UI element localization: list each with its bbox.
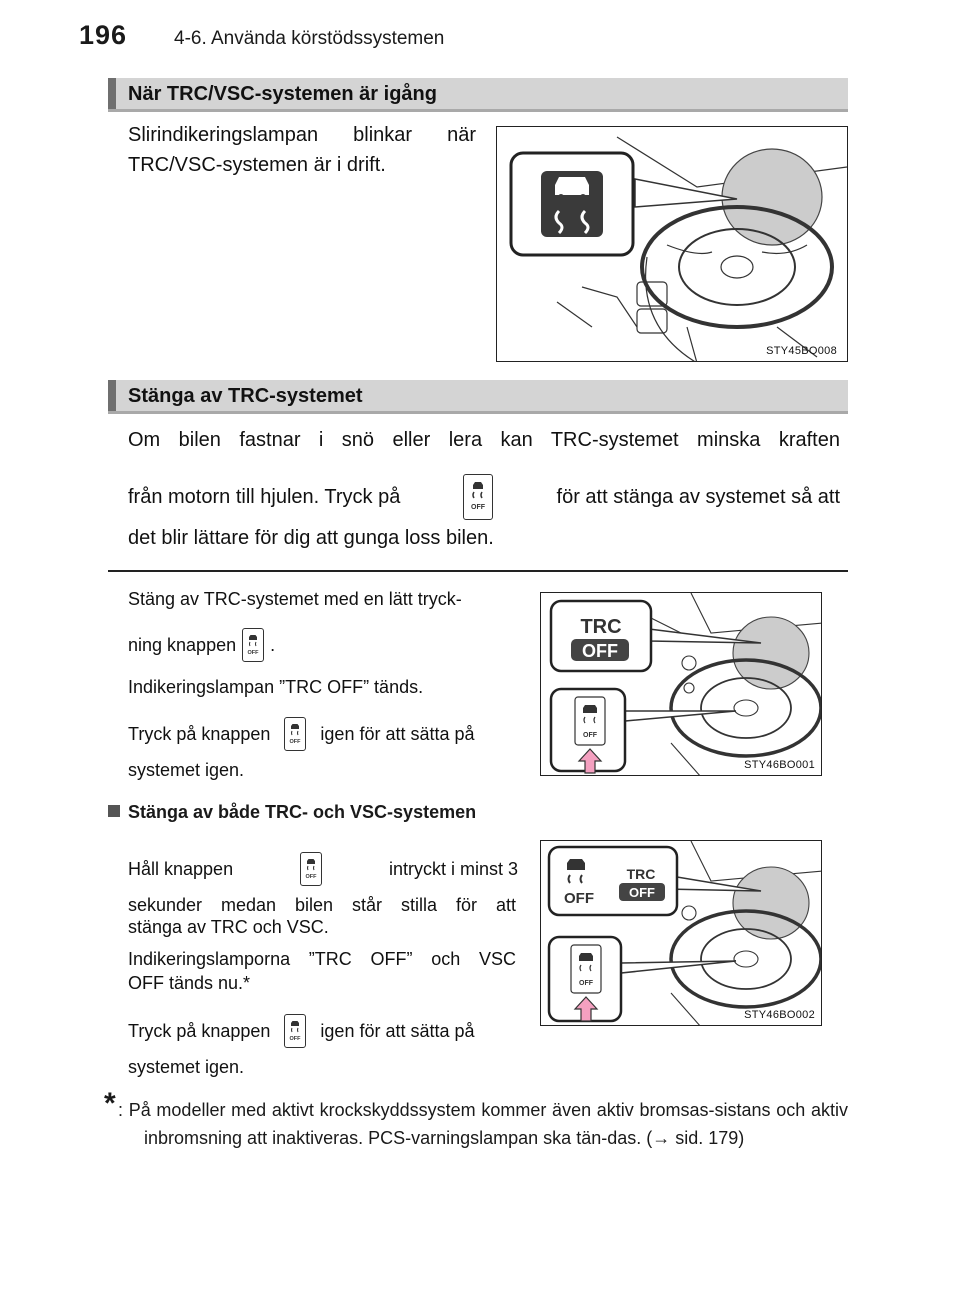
- figure-trc-vsc-off: [540, 840, 822, 1026]
- step1-period: .: [270, 634, 276, 655]
- page-number: 196: [79, 20, 128, 50]
- dashboard-illustration: [497, 127, 848, 362]
- vsc-off-label: OFF: [564, 890, 594, 907]
- step1-line4-part2: igen för att sätta på: [320, 723, 475, 744]
- trc-off-button-icon: [242, 628, 264, 662]
- sub-line1: [128, 852, 518, 886]
- sub-line2: sekunder medan bilen står stilla för att: [128, 895, 516, 915]
- dashboard-illustration: [541, 841, 822, 1026]
- footnote-marker: *: [104, 1087, 116, 1120]
- subsection-heading: [108, 802, 476, 823]
- sub-line3: stänga av TRC och VSC.: [128, 917, 329, 937]
- dashboard-illustration: [541, 593, 822, 776]
- section2-intro-line1: Om bilen fastnar i snö eller lera kan TRC-systemet minska kraften: [128, 429, 840, 451]
- sub-line6-part2: igen för att sätta på: [320, 1020, 475, 1041]
- footnote-text: : På modeller med aktivt krockskyddssystem kommer även aktiv bromsas-sistans och aktiv inbromsning att inaktiveras. PCS-varningslampan ska tän-das. (→ sid. 179): [118, 1100, 848, 1148]
- trc-off-button-icon: [284, 717, 306, 751]
- svg-text:OFF: OFF: [247, 650, 259, 656]
- chapter-title: 4-6. Använda körstödssystemen: [174, 28, 445, 49]
- sub-line7: systemet igen.: [128, 1057, 245, 1077]
- step1-line4: [128, 717, 518, 751]
- section1-body-line1: Slirindikeringslampan blinkar när: [128, 124, 476, 146]
- subsection-heading-text: Stänga av både TRC- och VSC-systemen: [128, 802, 477, 822]
- footnote: [104, 1087, 848, 1152]
- step1-line4-part1: Tryck på knappen: [128, 723, 271, 744]
- section-heading-trc-vsc-active: [108, 78, 848, 112]
- intro-text-part2: för att stänga av systemet så att: [556, 486, 840, 508]
- figure-code: STY46BO002: [744, 1009, 815, 1021]
- sub-line5: OFF tänds nu.*: [128, 973, 251, 993]
- section2-intro-line2: [128, 474, 840, 520]
- sub-line6-part1: Tryck på knappen: [128, 1020, 271, 1041]
- figure-code: STY46BO001: [744, 759, 815, 771]
- figure-code: STY45BO008: [766, 345, 837, 357]
- sub-line6: [128, 1014, 518, 1048]
- section-heading-trc-off: [108, 380, 848, 414]
- trc-label: TRC: [626, 866, 656, 882]
- trc-off-button-icon: [300, 852, 322, 886]
- button-off-label: OFF: [579, 980, 593, 987]
- trc-label: TRC: [580, 616, 622, 638]
- trc-off-label: OFF: [629, 885, 655, 900]
- svg-text:OFF: OFF: [289, 739, 301, 745]
- sub-line4: Indikeringslamporna ”TRC OFF” och VSC: [128, 949, 516, 969]
- svg-text:OFF: OFF: [289, 1036, 301, 1042]
- step1-line3: Indikeringslampan ”TRC OFF” tänds.: [128, 677, 424, 697]
- square-bullet-icon: [108, 805, 120, 817]
- figure-trc-off: [540, 592, 822, 776]
- button-off-label: OFF: [583, 732, 597, 739]
- trc-off-button-icon: [284, 1014, 306, 1048]
- trc-off-label: OFF: [582, 641, 618, 661]
- step1-line2-text: ning knappen: [128, 634, 237, 655]
- step1-line2: [128, 628, 518, 662]
- step1-line5: systemet igen.: [128, 760, 245, 780]
- section1-body-line2: TRC/VSC-systemen är i drift.: [128, 154, 386, 176]
- divider: [108, 570, 848, 572]
- intro-text-part1: från motorn till hjulen. Tryck på: [128, 486, 401, 508]
- svg-text:OFF: OFF: [305, 874, 317, 880]
- trc-off-button-icon: [463, 474, 493, 520]
- sub-line1-part2: intryckt i minst 3: [388, 858, 518, 879]
- section2-intro-line3: det blir lättare för dig att gunga loss bilen.: [128, 527, 494, 549]
- section-heading-text: När TRC/VSC-systemen är igång: [128, 83, 437, 105]
- figure-slip-indicator: [496, 126, 848, 362]
- sub-line1-part1: Håll knappen: [128, 858, 234, 879]
- step1-line1: Stäng av TRC-systemet med en lätt tryck-: [128, 589, 462, 609]
- svg-text:OFF: OFF: [471, 504, 486, 511]
- section-heading-text: Stänga av TRC-systemet: [128, 385, 363, 407]
